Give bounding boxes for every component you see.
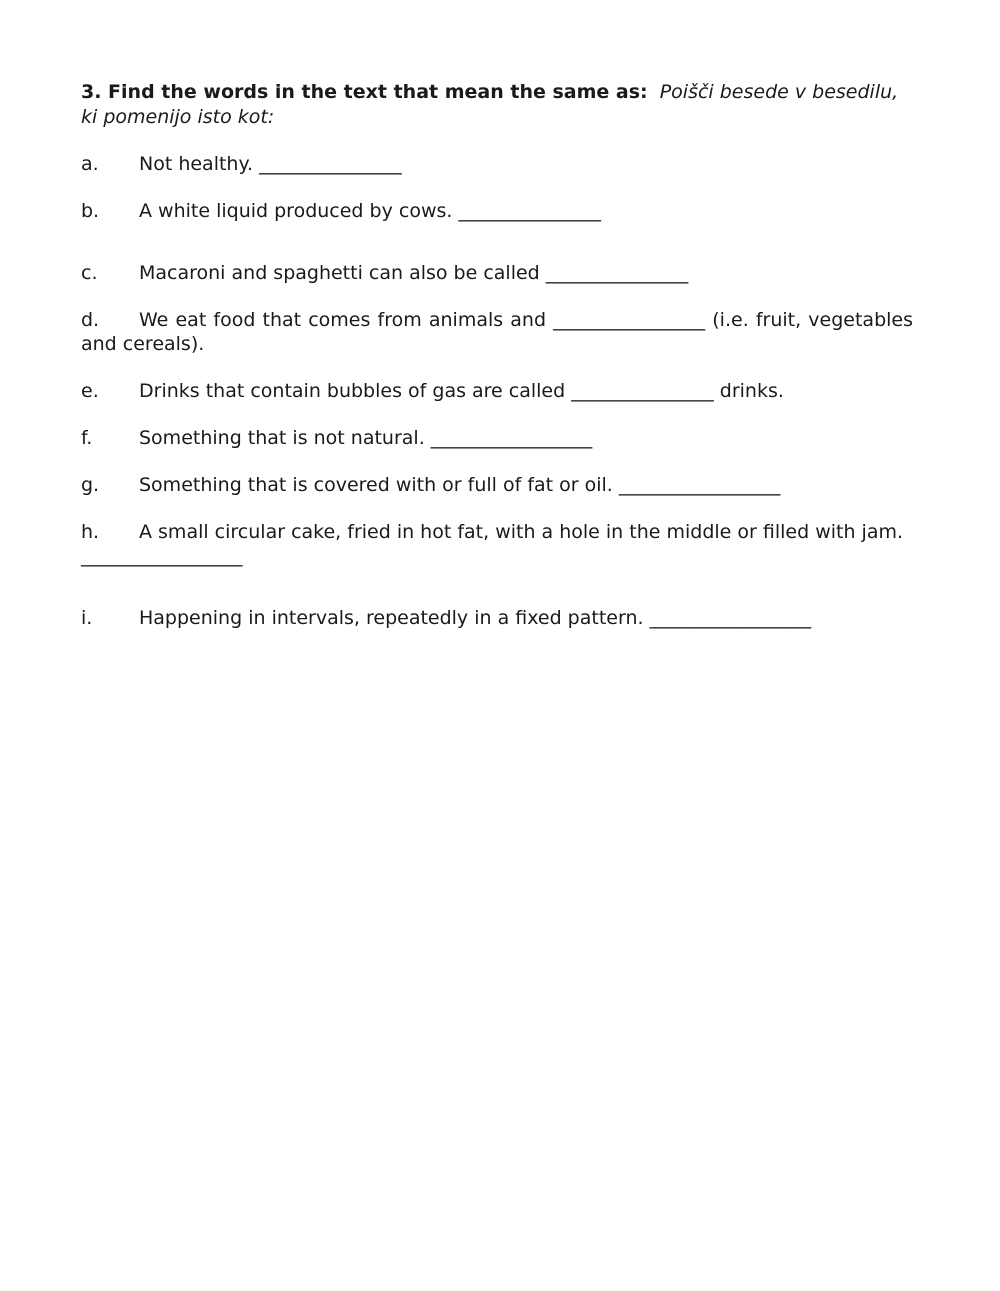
question-text: Happening in intervals, repeatedly in a fixed pattern. _________________ xyxy=(139,607,812,629)
question-text: Macaroni and spaghetti can also be called _______________ xyxy=(139,262,689,284)
question-letter: e. xyxy=(81,380,99,402)
question-text: Drinks that contain bubbles of gas are called _______________ drinks. xyxy=(139,380,784,402)
question-letter: h. xyxy=(81,521,100,543)
question-c xyxy=(81,261,913,285)
question-text: A small circular cake, fried in hot fat, with a hole in the middle or filled with jam. _________________ xyxy=(81,521,904,567)
question-h xyxy=(81,520,913,568)
question-letter: g. xyxy=(81,474,100,496)
question-text: Something that is not natural. _________________ xyxy=(139,427,593,449)
question-b xyxy=(81,199,913,223)
question-e xyxy=(81,379,913,403)
question-a xyxy=(81,152,913,176)
worksheet-page xyxy=(81,80,913,630)
question-i xyxy=(81,606,913,630)
question-text: Not healthy. _______________ xyxy=(139,153,402,175)
question-text: Something that is covered with or full of fat or oil. _________________ xyxy=(139,474,781,496)
question-letter: f. xyxy=(81,427,93,449)
question-letter: d. xyxy=(81,309,100,331)
exercise-instruction xyxy=(81,80,913,130)
question-letter: i. xyxy=(81,607,93,629)
instruction-slovene: Poišči besede v besedilu, ki pomenijo isto kot: xyxy=(81,81,899,128)
instruction-english: 3. Find the words in the text that mean the same as: xyxy=(81,81,648,103)
question-letter: b. xyxy=(81,200,100,222)
question-g xyxy=(81,473,913,497)
question-letter: c. xyxy=(81,262,98,284)
question-text: We eat food that comes from animals and ________________ (i.e. fruit, vegetables and cereals). xyxy=(81,309,913,355)
question-text: A white liquid produced by cows. _______________ xyxy=(139,200,601,222)
question-letter: a. xyxy=(81,153,99,175)
question-f xyxy=(81,426,913,450)
question-d xyxy=(81,308,913,356)
